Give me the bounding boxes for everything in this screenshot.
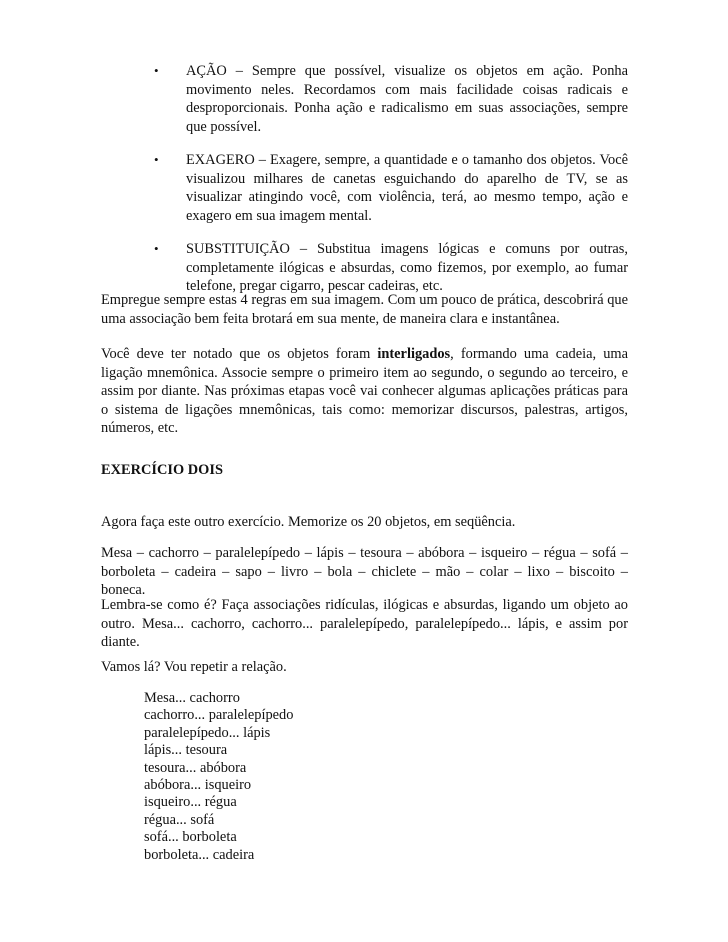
paragraph-instruction: Agora faça este outro exercício. Memorize os 20 objetos, em seqüência.	[101, 514, 516, 530]
list-item: régua... sofá	[144, 811, 215, 828]
bullet-text: EXAGERO – Exagere, sempre, a quantidade e o tamanho dos objetos. Você visualizou milhares de canetas esguichando do aparelho de TV, se as visualizar atingindo você, com violência, terá, ao mesmo tempo, ação e exagero em sua imagem mental.	[186, 152, 628, 224]
rules-bullet-list	[150, 62, 628, 311]
list-item: abóbora... isqueiro	[144, 777, 252, 794]
paragraph-linked-start: Você deve ter notado que os objetos foram	[101, 346, 378, 362]
bullet-text: SUBSTITUIÇÃO – Substitua imagens lógicas e comuns por outras, completamente ilógicas e absurdas, como fizemos, por exemplo, ao fumar telefone, pregar cigarro, pescar cadeiras, etc.	[186, 241, 628, 294]
bullet-text: AÇÃO – Sempre que possível, visualize os objetos em ação. Ponha movimento neles. Recordamos com mais facilidade coisas radicais e desproporcionais. Ponha ação e radicalismo em suas associações, sempre que possível.	[186, 63, 628, 135]
bullet-dot-icon: •	[154, 241, 159, 256]
list-item: Mesa... cachorro	[144, 690, 240, 706]
paragraph-linked-end: , formando uma cadeia, uma ligação mnemônica. Associe sempre o primeiro item ao segundo, o segundo ao terceiro, e assim por diante. Nas próximas etapas você vai conhecer algumas aplicações práticas para o sistema de ligações mnemônicas, tais como: memorizar discursos, palestras, artigos, números, etc.	[101, 346, 628, 436]
exercise-heading: EXERCÍCIO DOIS	[101, 462, 223, 478]
list-item: sofá... borboleta	[144, 829, 237, 846]
paragraph-objects: Mesa – cachorro – paralelepípedo – lápis – tesoura – abóbora – isqueiro – régua – sofá – borboleta – cadeira – sapo – livro – bola – chiclete – mão – colar – lixo – biscoito – boneca.	[101, 545, 628, 598]
association-pair-list	[144, 690, 293, 864]
emphasis-interligados: interligados	[377, 346, 451, 362]
list-item: isqueiro... régua	[144, 794, 237, 811]
list-item: tesoura... abóbora	[144, 759, 247, 776]
paragraph-rules: Empregue sempre estas 4 regras em sua imagem. Com um pouco de prática, descobrirá que uma associação bem feita brotará em sua mente, de maneira clara e instantânea.	[101, 292, 628, 327]
list-item: paralelepípedo... lápis	[144, 724, 271, 741]
paragraph-repeat: Vamos lá? Vou repetir a relação.	[101, 659, 287, 675]
bullet-dot-icon: •	[154, 152, 159, 167]
bullet-dot-icon: •	[154, 63, 159, 78]
paragraph-reminder: Lembra-se como é? Faça associações ridículas, ilógicas e absurdas, ligando um objeto ao outro. Mesa... cachorro, cachorro... paralelepípedo, paralelepípedo... lápis, e assim por diante.	[101, 597, 628, 650]
paragraph-linked	[101, 345, 628, 438]
bullet-substituicao	[150, 240, 628, 296]
list-item: borboleta... cadeira	[144, 846, 255, 863]
bullet-exagero	[150, 151, 628, 225]
list-item: cachorro... paralelepípedo	[144, 707, 294, 724]
bullet-acao	[150, 62, 628, 136]
list-item: lápis... tesoura	[144, 742, 228, 759]
